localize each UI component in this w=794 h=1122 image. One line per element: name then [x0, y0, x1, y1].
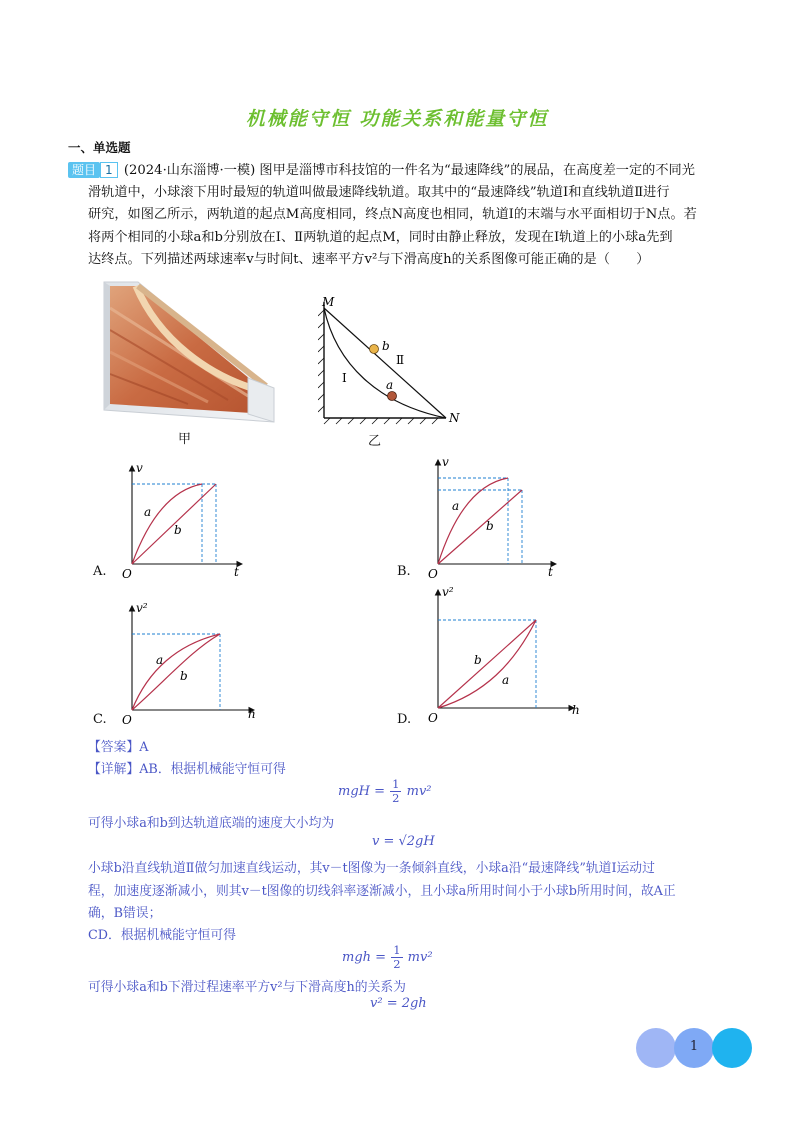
option-a-y-label: v — [136, 461, 143, 475]
option-a-origin: O — [122, 567, 132, 580]
option-d-letter: D. — [397, 712, 412, 727]
track-ii-label: Ⅱ — [396, 353, 405, 367]
option-d-curve-b: b — [474, 653, 482, 667]
question-line-3: 研究，如图乙所示，两轨道的起点M高度相同，终点N高度也相同，轨道Ⅰ的末端与水平面相切于N点。若 — [88, 207, 697, 223]
exhibit-illustration — [98, 278, 278, 428]
option-a-curve-a: a — [144, 505, 152, 519]
section-heading: 一、单选题 — [68, 140, 131, 155]
detail-ab-line: 【详解】AB．根据机械能守恒可得 — [88, 762, 286, 777]
option-c-curve-b: b — [180, 669, 188, 683]
explanation-line-2: 程，加速度逐渐减小，则其v－t图像的切线斜率逐渐减小，且小球a所用时间小于小球b所用时间，故A正 — [88, 884, 676, 899]
option-a-curve-b: b — [174, 523, 182, 537]
point-m-label: M — [322, 295, 335, 309]
equation-3 — [342, 944, 433, 971]
ball-a-label: a — [386, 378, 394, 392]
option-b-letter: B. — [397, 564, 411, 579]
option-b-curve-b: b — [486, 519, 494, 533]
option-a-graph — [118, 460, 248, 580]
figure-jia-caption: 甲 — [178, 432, 192, 447]
question-1 — [68, 160, 728, 271]
option-c-graph — [118, 600, 264, 726]
ball-b-label: b — [382, 339, 390, 353]
page-dot-left — [636, 1028, 676, 1068]
equation-2: v = √2gH — [372, 834, 435, 849]
equation-1-left: mgH = — [338, 784, 386, 799]
equation-1-numerator: 1 — [392, 777, 400, 791]
point-n-label: N — [449, 411, 460, 425]
equation-3-right: mv² — [407, 950, 433, 965]
page-indicator — [636, 1028, 752, 1068]
option-c-x-label: h — [248, 707, 256, 721]
equation-3-denominator: 2 — [393, 957, 401, 971]
option-d-x-label: h — [572, 703, 580, 717]
equation-1-denominator: 2 — [392, 791, 400, 805]
relation-line: 可得小球a和b下滑过程速率平方v²与下滑高度h的关系为 — [88, 980, 406, 995]
track-diagram — [318, 294, 468, 434]
page-title: 机械能守恒 功能关系和能量守恒 — [245, 108, 549, 130]
page-dot-middle — [674, 1028, 714, 1068]
option-c-curve-a: a — [156, 653, 164, 667]
option-b-curve-a: a — [452, 499, 460, 513]
figure-yi-caption: 乙 — [368, 434, 382, 449]
equation-1-right: mv² — [406, 784, 432, 799]
question-line-5: 达终点。下列描述两球速率v与时间t、速率平方v²与下滑高度h的关系图像可能正确的是（ ） — [88, 251, 650, 267]
option-a-x-label: t — [234, 565, 239, 579]
speed-line: 可得小球a和b到达轨道底端的速度大小均为 — [88, 816, 335, 831]
option-d-origin: O — [428, 711, 438, 725]
question-text-1: (2024·山东淄博·一模) 图甲是淄博市科技馆的一件名为“最速降线”的展品，在高度差一定的不同光 — [123, 163, 695, 178]
equation-3-numerator: 1 — [393, 943, 401, 957]
option-d-curve-a: a — [502, 673, 510, 687]
option-b-origin: O — [428, 567, 438, 580]
detail-cd-line: CD．根据机械能守恒可得 — [88, 928, 237, 943]
question-line-2: 滑轨道中，小球滚下用时最短的轨道叫做最速降线轨道。取其中的“最速降线”轨道Ⅰ和直线轨道Ⅱ进行 — [88, 185, 670, 201]
explanation-line-3: 确，B错误； — [88, 906, 162, 921]
answer-line: 【答案】A — [88, 740, 149, 755]
page-number: 1 — [689, 1039, 699, 1054]
option-b-graph — [424, 454, 564, 580]
page-dot-right — [712, 1028, 752, 1068]
option-b-x-label: t — [548, 565, 553, 579]
option-c-letter: C. — [93, 712, 107, 727]
equation-3-fraction — [391, 944, 402, 971]
question-line-1 — [68, 160, 728, 182]
question-tag: 题目 — [68, 162, 100, 178]
equation-1 — [338, 778, 432, 805]
equation-1-fraction — [390, 778, 401, 805]
equation-3-left: mgh = — [342, 950, 387, 965]
option-d-graph — [424, 584, 584, 726]
option-c-origin: O — [122, 713, 132, 726]
question-number: 1 — [100, 162, 118, 178]
track-i-label: Ⅰ — [342, 371, 347, 385]
explanation-line-1: 小球b沿直线轨道Ⅱ做匀加速直线运动，其v－t图像为一条倾斜直线，小球a沿“最速降线”轨道Ⅰ运动过 — [88, 861, 655, 876]
equation-4: v² = 2gh — [370, 996, 427, 1011]
question-line-4: 将两个相同的小球a和b分别放在Ⅰ、Ⅱ两轨道的起点M，同时由静止释放，发现在Ⅰ轨道上的小球a先到 — [88, 229, 673, 245]
option-b-y-label: v — [442, 455, 449, 469]
option-d-y-label: v² — [442, 585, 454, 599]
option-c-y-label: v² — [136, 601, 148, 615]
option-a-letter: A. — [93, 564, 107, 579]
